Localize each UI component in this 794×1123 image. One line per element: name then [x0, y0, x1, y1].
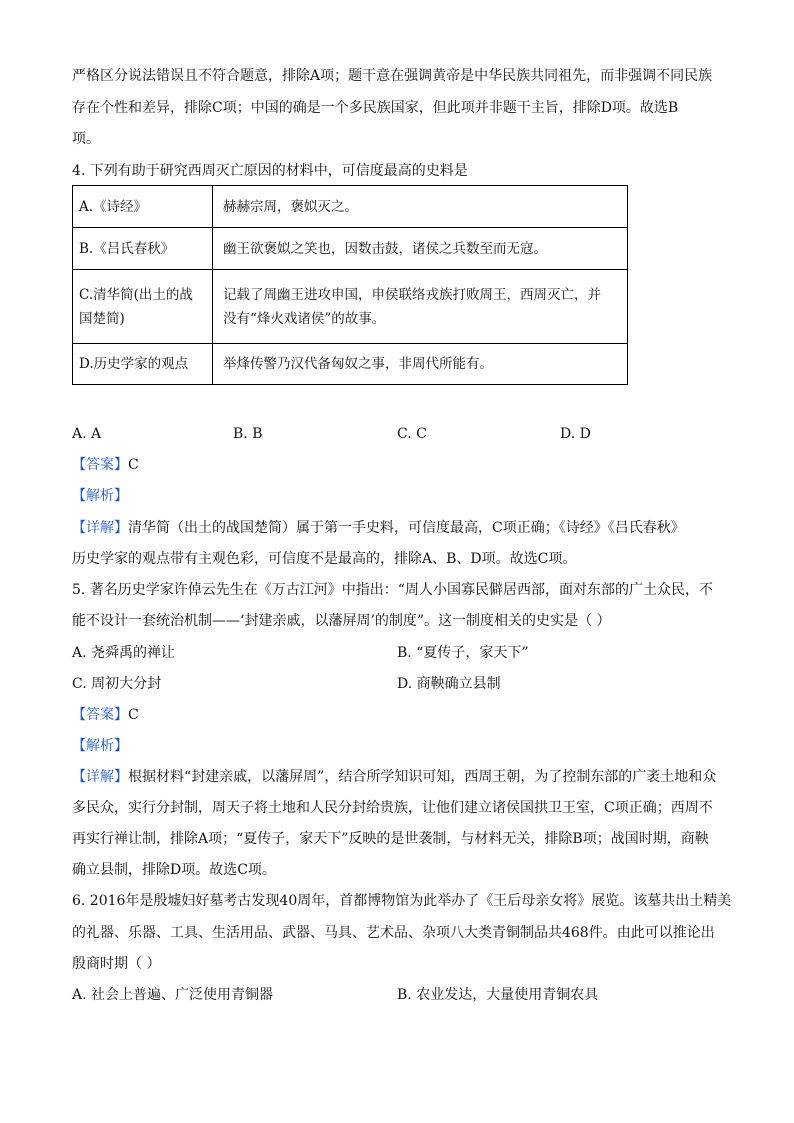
table-row	[73, 228, 628, 270]
table-row	[73, 270, 628, 344]
question-6-stem: 的礼器、乐器、工具、生活用品、武器、马具、艺术品、杂项八大类青铜制品共468件。由此可以推论出	[72, 925, 715, 941]
table-cell-content: 幽王欲褒姒之笑也，因数击鼓，诸侯之兵数至而无寇。	[213, 228, 628, 270]
cell-line: 没有“烽火戏诸侯”的故事。	[223, 310, 386, 327]
answer-line	[72, 706, 139, 724]
option-c: C. C	[397, 426, 427, 442]
option-d: D. D	[560, 426, 591, 442]
answer-value: C	[128, 457, 139, 473]
detail-line: 多民众，实行分封制，周天子将土地和人民分封给贵族，让他们建立诸侯国拱卫王室，C项正确；西周不	[72, 800, 713, 816]
detail-line: 确立县制，排除D项。故选C项。	[72, 862, 276, 878]
cell-line: 国楚简)	[79, 310, 125, 327]
question-4-stem: 4. 下列有助于研究西周灭亡原因的材料中，可信度最高的史料是	[72, 163, 468, 179]
paragraph-line: 项。	[72, 131, 100, 147]
option-a: A. 社会上普遍、广泛使用青铜器	[72, 987, 274, 1003]
answer-tag: 【答案】	[72, 457, 128, 473]
answer-line	[72, 456, 139, 474]
detail-line	[72, 768, 716, 786]
detail-tag: 【详解】	[72, 769, 128, 785]
table-cell-source: D.历史学家的观点	[73, 344, 213, 385]
option-d: D. 商鞅确立县制	[397, 676, 501, 692]
option-c: C. 周初大分封	[72, 676, 162, 692]
detail-line: 再实行禅让制，排除A项；“夏传子，家天下”反映的是世袭制，与材料无关，排除B项；战国时期，商鞅	[72, 831, 709, 847]
option-b: B. “夏传子，家天下”	[397, 645, 529, 661]
detail-line: 历史学家的观点带有主观色彩，可信度不是最高的，排除A、B、D项。故选C项。	[72, 551, 577, 567]
table-cell-content: 举烽传警乃汉代备匈奴之事，非周代所能有。	[213, 344, 628, 385]
question-6-stem: 殷商时期（ ）	[72, 956, 161, 972]
table-cell-content: 赫赫宗周，褒姒灭之。	[213, 186, 628, 228]
analysis-tag: 【解析】	[72, 738, 128, 754]
detail-tag: 【详解】	[72, 520, 128, 536]
cell-line: C.清华简(出土的战	[79, 286, 193, 303]
paragraph-line: 严格区分说法错误且不符合题意，排除A项；题干意在强调黄帝是中华民族共同祖先，而非强调不同民族	[72, 68, 713, 84]
table-row	[73, 344, 628, 385]
question-5-stem: 能不设计一套统治机制——‘封建亲戚，以藩屏周’的制度”。这一制度相关的史实是（ ）	[72, 613, 611, 629]
source-table	[72, 185, 628, 385]
table-cell-source: A.《诗经》	[73, 186, 213, 228]
table-cell-source: B.《吕氏春秋》	[73, 228, 213, 270]
detail-text: 根据材料“封建亲戚，以藩屏周”，结合所学知识可知，西周王朝，为了控制东部的广袤土地和众	[128, 769, 717, 785]
detail-text: 清华简（出土的战国楚简）属于第一手史料，可信度最高，C项正确；《诗经》《吕氏春秋》	[128, 520, 685, 536]
table-row	[73, 186, 628, 228]
answer-tag: 【答案】	[72, 707, 128, 723]
question-5-stem: 5. 著名历史学家许倬云先生在《万古江河》中指出：“周人小国寡民僻居西部，面对东部的广土众民，不	[72, 582, 713, 598]
table-cell-source	[73, 270, 213, 344]
analysis-tag: 【解析】	[72, 488, 128, 504]
question-6-stem: 6. 2016年是殷墟妇好墓考古发现40周年，首都博物馆为此举办了《王后母亲女将》展览。该墓共出土精美	[72, 893, 732, 909]
table-cell-content	[213, 270, 628, 344]
option-a: A. A	[72, 426, 102, 442]
option-b: B. B	[233, 426, 263, 442]
cell-line: 记载了周幽王进攻申国，申侯联络戎族打败周王，西周灭亡，并	[223, 286, 601, 303]
detail-line	[72, 519, 685, 537]
analysis-line	[72, 737, 128, 755]
option-a: A. 尧舜禹的禅让	[72, 645, 176, 661]
option-b: B. 农业发达，大量使用青铜农具	[397, 987, 599, 1003]
analysis-line	[72, 487, 128, 505]
paragraph-line: 存在个性和差异，排除C项；中国的确是一个多民族国家，但此项并非题干主旨，排除D项。故选B	[72, 100, 679, 116]
answer-value: C	[128, 707, 139, 723]
